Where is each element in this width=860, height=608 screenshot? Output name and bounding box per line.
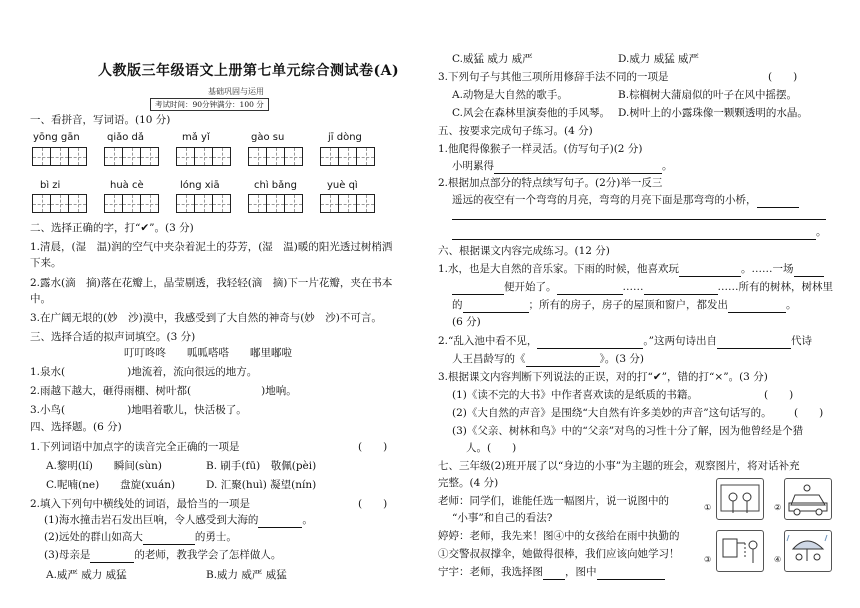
- section7-heading-line2: 完整。(4 分): [438, 477, 499, 489]
- pinyin-1: yōng gān: [33, 132, 80, 143]
- pinyin-7: huà cè: [110, 180, 144, 191]
- s3-q1[interactable]: 1.泉水( )地流着，流向很远的地方。: [30, 366, 258, 378]
- s4-q2-sentence2: (2)远处的群山如高大 的勇士。: [44, 531, 237, 543]
- char-grid-6[interactable]: [32, 194, 86, 213]
- char-grid-8[interactable]: [176, 194, 230, 213]
- s4-q1-option-b[interactable]: B. 刷手(fū) 敬佩(pèi): [206, 460, 317, 472]
- char-grid-7[interactable]: [104, 194, 158, 213]
- s4-q3-option-b[interactable]: B.棕榈树大蒲扇似的叶子在风中摇摆。: [618, 89, 798, 101]
- section1-heading: 一、看拼音，写词语。(10 分): [30, 114, 171, 126]
- section7-heading-line1: 七、三年级(2)班开展了以“身边的小事”为主题的班会，观察图片，将对话补充: [438, 460, 800, 472]
- s6-q2-line1[interactable]: 2.“乱入池中看不见， 。”这两句诗出自 代诗: [438, 335, 813, 347]
- s6-q2-line2[interactable]: 人王昌龄写的《 》。(3 分): [452, 353, 644, 365]
- page-title: 人教版三年级语文上册第七单元综合测试卷(A): [98, 63, 400, 79]
- s4-q1-option-d[interactable]: D. 汇聚(huì) 凝望(nín): [206, 479, 317, 491]
- s5-q2-text: 遥远的夜空有一个弯弯的月亮，弯弯的月亮下面是那弯弯的小桥，: [452, 193, 799, 208]
- char-grid-5[interactable]: [320, 147, 374, 166]
- s4-q2-sentence3: (3)母亲是 的老师，教我学会了怎样做人。: [44, 549, 282, 561]
- section4-heading: 四、选择题。(6 分): [30, 421, 122, 433]
- s6-q1-line1[interactable]: 1.水，也是大自然的音乐家。下雨的时候，他喜欢玩 。……一场: [438, 262, 824, 277]
- picture-3[interactable]: [716, 530, 764, 572]
- s2-q1-line2: 下来。: [30, 257, 62, 269]
- pinyin-9: chì bǎng: [254, 180, 297, 191]
- s4-q2-answer[interactable]: ( ): [358, 498, 388, 510]
- picture-label-3: ③: [704, 555, 712, 564]
- s5-q2-answer-line2[interactable]: 。: [452, 225, 827, 240]
- s4-q3: 3.下列句子与其他三项所用修辞手法不同的一项是: [438, 71, 669, 83]
- s4-q2-option-a[interactable]: A.威严 威力 威猛: [46, 569, 127, 581]
- s4-q2-option-c[interactable]: C.威猛 威力 威严: [452, 53, 533, 65]
- s7-dialogue-ningyu[interactable]: 宁宇：老师，我选择图 ，图中: [438, 565, 665, 580]
- s4-q1-option-a[interactable]: A.黎明(lí) 瞬间(sùn): [46, 460, 162, 472]
- s7-dialogue-tingting-1: 婷婷：老师，我先来！图④中的女孩给在雨中执勤的: [438, 530, 680, 542]
- s6-q1-score: (6 分): [452, 316, 481, 328]
- s6-q3-item3-line2[interactable]: 人。( ): [466, 442, 517, 454]
- child-water-tap-icon: [717, 531, 763, 571]
- s6-q3-item2-answer[interactable]: ( ): [794, 407, 824, 419]
- char-grid-9[interactable]: [248, 194, 302, 213]
- pinyin-8: lóng xiā: [180, 180, 220, 191]
- section3-heading: 三、选择合适的拟声词填空。(3 分): [30, 331, 196, 343]
- umbrella-rain-icon: [785, 531, 831, 571]
- s4-q3-option-c[interactable]: C.风会在森林里演奏他的手风琴。: [452, 107, 610, 119]
- char-grid-3[interactable]: [176, 147, 230, 166]
- picture-label-4: ④: [774, 555, 782, 564]
- s4-q3-answer[interactable]: ( ): [768, 71, 798, 83]
- pinyin-3: mǎ yǐ: [182, 132, 210, 143]
- section6-heading: 六、根据课文内容完成练习。(12 分): [438, 245, 610, 257]
- s4-q2-option-b[interactable]: B.威力 威严 威猛: [206, 569, 287, 581]
- picture-label-1: ①: [704, 503, 712, 512]
- s7-dialogue-teacher-2: “小事”和自己的看法?: [452, 512, 553, 524]
- pinyin-4: gào su: [251, 132, 285, 143]
- s2-q2-line2: 中。: [30, 293, 51, 305]
- exam-info: 考试时间：90分钟满分：100 分: [150, 98, 269, 111]
- pinyin-10: yuè qì: [327, 180, 358, 191]
- s6-q3-item1: (1)《读不完的大书》中作者喜欢读的是纸质的书籍。: [452, 389, 698, 401]
- pinyin-2: qiǎo dǎ: [107, 132, 145, 143]
- s3-q3[interactable]: 3.小鸟( )地唱着歌儿，快活极了。: [30, 404, 247, 416]
- picture-1[interactable]: [716, 478, 764, 520]
- s4-q1-answer[interactable]: ( ): [358, 441, 388, 453]
- s5-q1-answer[interactable]: 小明累得 。: [452, 160, 673, 172]
- s6-q3: 3.根据课文内容判断下列说法的正误，对的打“✔”，错的打“×”。(3 分): [438, 371, 768, 383]
- picture-4[interactable]: [784, 530, 832, 572]
- s6-q3-item1-answer[interactable]: ( ): [764, 389, 794, 401]
- people-reading-icon: [717, 479, 763, 519]
- s4-q2: 2.填入下列句中横线处的词语，最恰当的一项是: [30, 498, 251, 510]
- s2-q2-line1[interactable]: 2.露水(滴 摘)落在花瓣上，晶莹剔透，我轻轻(滴 摘)下一片花瓣，夹在书本: [30, 277, 393, 289]
- s4-q3-option-d[interactable]: D.树叶上的小露珠像一颗颗透明的水晶。: [618, 107, 808, 119]
- s6-q3-item2: (2)《大自然的声音》是围绕“大自然有许多美妙的声音”这句话写的。: [452, 407, 772, 419]
- char-grid-4[interactable]: [248, 147, 302, 166]
- s4-q2-option-d[interactable]: D.威力 威猛 威严: [618, 53, 700, 65]
- s5-q2-answer-line1[interactable]: [452, 219, 826, 220]
- page-subtitle: 基础巩固与运用: [208, 87, 264, 96]
- pinyin-6: bì zi: [40, 180, 61, 191]
- s4-q2-sentence1: (1)海水撞击岩石发出巨响，令人感受到大海的 。: [44, 514, 313, 526]
- s4-q1-option-c[interactable]: C.呢喃(ne) 盘旋(xuán): [46, 479, 176, 491]
- s4-q3-option-a[interactable]: A.动物是大自然的歌手。: [452, 89, 568, 101]
- s2-q3[interactable]: 3.在广阔无垠的(妙 沙)漠中，我感受到了大自然的神奇与(妙 沙)不可言。: [30, 312, 382, 324]
- char-grid-2[interactable]: [104, 147, 158, 166]
- car-icon: [785, 479, 831, 519]
- picture-label-2: ②: [774, 503, 782, 512]
- s6-q3-item3-line1: (3)《父亲、树林和鸟》中的“父亲”对鸟的习性十分了解，因为他曾经是个猎: [452, 425, 804, 437]
- section5-heading: 五、按要求完成句子练习。(4 分): [438, 125, 593, 137]
- s5-q2: 2.根据加点部分的特点续写句子。(2分)举一反三: [438, 177, 663, 189]
- char-grid-10[interactable]: [320, 194, 374, 213]
- section2-heading: 二、选择正确的字，打“✔”。(3 分): [30, 222, 194, 234]
- s2-q1-line1[interactable]: 1.清晨，(湿 温)润的空气中夹杂着泥土的芬芳，(湿 温)暖的阳光透过树梢洒: [30, 241, 393, 253]
- char-grid-1[interactable]: [32, 147, 86, 166]
- picture-2[interactable]: [784, 478, 832, 520]
- s3-options: 叮叮咚咚 呱呱嗒嗒 嘟里嘟啦: [124, 347, 292, 359]
- s5-q1: 1.他爬得像猴子一样灵活。(仿写句子)(2 分): [438, 143, 643, 155]
- s4-q1: 1.下列词语中加点字的读音完全正确的一项是: [30, 441, 240, 453]
- s7-dialogue-teacher-1: 老师：同学们，谁能任选一幅图片，说一说图中的: [438, 495, 669, 507]
- s3-q2[interactable]: 2.雨越下越大，砸得雨棚、树叶都( )地响。: [30, 385, 297, 397]
- s6-q1-line2[interactable]: 便开始了。 …… ……所有的树林，树林里: [452, 280, 833, 295]
- pinyin-5: jī dòng: [328, 132, 362, 143]
- s7-dialogue-tingting-2: ①交警叔叔撑伞，她做得很棒，我们应该向她学习！: [438, 548, 680, 560]
- s6-q1-line3[interactable]: 的 ；所有的房子，房子的屋顶和窗户，都发出 。: [452, 299, 797, 311]
